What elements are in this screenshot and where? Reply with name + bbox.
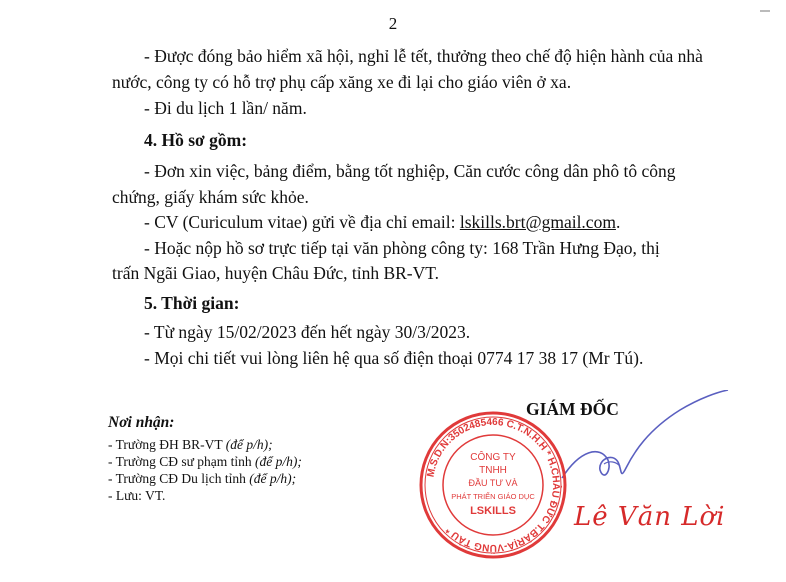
recipient-item: - Trường CĐ sư phạm tỉnh (để p/h); [108, 454, 302, 469]
recipient-item: - Trường CĐ Du lịch tỉnh (để p/h); [108, 471, 297, 486]
section-5-line-2: - Mọi chi tiết vui lòng liên hệ qua số điện thoại 0774 17 38 17 (Mr Tú). [144, 348, 644, 368]
section-4-line-1: - Đơn xin việc, bảng điểm, bằng tốt nghiệp, Căn cước công dân phô tô công [144, 161, 676, 181]
benefit-line-3: - Đi du lịch 1 lần/ năm. [144, 98, 307, 118]
recipients-list [108, 436, 302, 504]
page-number: 2 [388, 14, 398, 33]
section-4-line-5: trấn Ngãi Giao, huyện Châu Đức, tỉnh BR-VT. [112, 263, 440, 283]
section-4-heading: 4. Hồ sơ gồm: [144, 130, 248, 150]
svg-text:PHÁT TRIỂN GIÁO DỤC: PHÁT TRIỂN GIÁO DỤC [451, 492, 535, 501]
svg-text:LSKILLS: LSKILLS [470, 505, 516, 517]
email-link[interactable]: lskills.brt@gmail.com [459, 212, 616, 232]
section-5-line-1: - Từ ngày 15/02/2023 đến hết ngày 30/3/2023. [144, 322, 471, 342]
signer-name: Lê Văn Lời [574, 502, 726, 532]
handwritten-signature [560, 390, 730, 490]
svg-text:ĐẦU TƯ VÀ: ĐẦU TƯ VÀ [468, 478, 518, 488]
section-4-line-2: chứng, giấy khám sức khỏe. [112, 187, 309, 207]
cv-line-prefix: - CV (Curiculum vitae) gửi về địa chỉ email: [144, 212, 460, 232]
section-4-line-4: - Hoặc nộp hồ sơ trực tiếp tại văn phòng công ty: 168 Trần Hưng Đạo, thị [144, 238, 660, 258]
section-4-cv-line [144, 210, 620, 234]
company-seal [418, 410, 568, 560]
cv-line-suffix: . [615, 212, 621, 232]
benefit-line-2: nước, công ty có hỗ trợ phụ cấp xăng xe đi lại cho giáo viên ở xa. [112, 72, 572, 92]
section-5-heading: 5. Thời gian: [144, 293, 240, 313]
svg-text:M.S.D.N:3502485466 C.T.N.H.H *: M.S.D.N:3502485466 C.T.N.H.H * H.CHÂU ĐỨC T.BÀRỊA-VŨNG TÀU * [425, 416, 562, 554]
recipient-item: - Lưu: VT. [108, 488, 166, 503]
benefit-line-1: - Được đóng bảo hiểm xã hội, nghỉ lễ tết, thưởng theo chế độ hiện hành của nhà [144, 46, 703, 66]
svg-text:CÔNG TY: CÔNG TY [470, 452, 516, 463]
recipients-title: Nơi nhận: [108, 414, 175, 431]
scan-mark [760, 10, 770, 12]
svg-text:TNHH: TNHH [479, 465, 507, 476]
recipient-item: - Trường ĐH BR-VT (để p/h); [108, 437, 273, 452]
director-title: GIÁM ĐỐC [526, 399, 619, 419]
